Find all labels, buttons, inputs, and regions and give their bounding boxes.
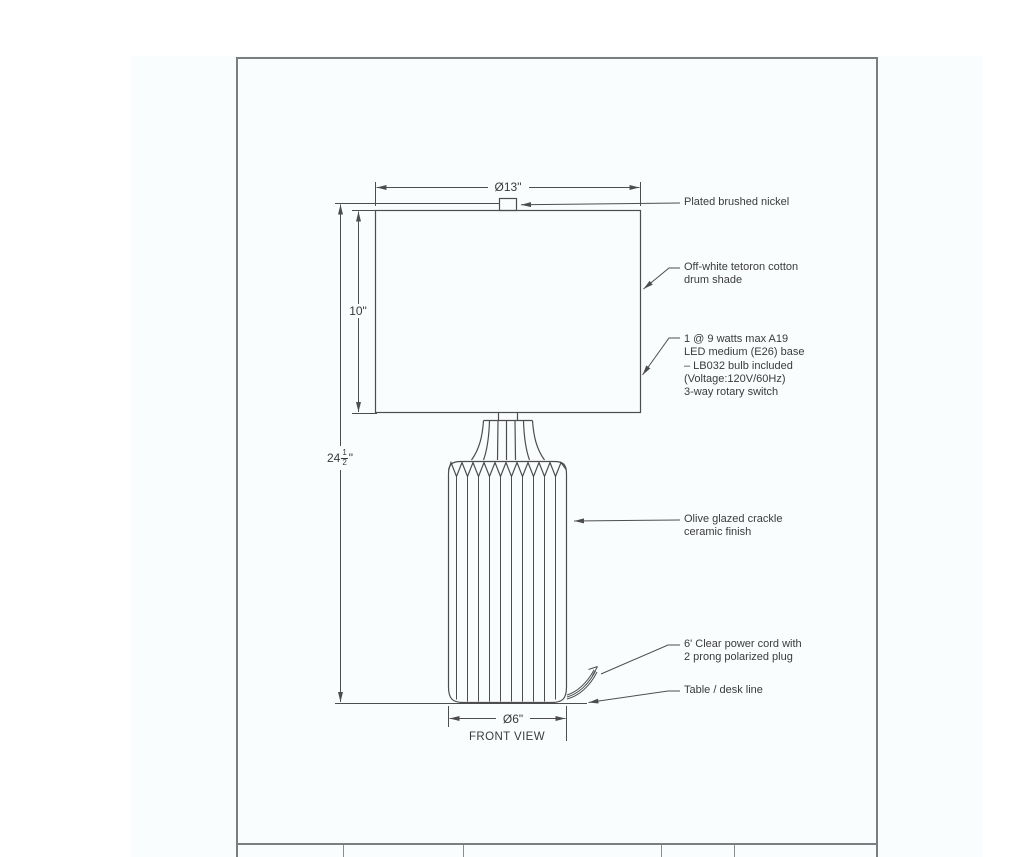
view-label: FRONT VIEW bbox=[469, 731, 545, 743]
overall-height-label bbox=[327, 449, 353, 467]
annotation-cord: 6' Clear power cord with 2 prong polarized plug bbox=[684, 638, 802, 664]
leader-bulb bbox=[643, 338, 681, 375]
annotation-table-line: Table / desk line bbox=[684, 684, 763, 696]
shade-diameter-label: Ø13" bbox=[494, 180, 522, 194]
base-diameter-label: Ø6" bbox=[502, 712, 524, 726]
leader-table-line bbox=[589, 691, 681, 703]
shade-height-label: 10" bbox=[349, 304, 367, 318]
leader-shade bbox=[644, 268, 681, 289]
annotation-finial bbox=[684, 196, 789, 209]
annotation-finial-text: Plated brushed nickel bbox=[684, 196, 790, 208]
fraction-denominator: 2 bbox=[342, 458, 347, 467]
overall-height-fraction bbox=[341, 449, 347, 467]
lamp-shade-outline bbox=[376, 211, 641, 413]
annotation-shade: Off-white tetoron cotton drum shade bbox=[684, 261, 799, 287]
overall-height-unit: " bbox=[348, 451, 354, 465]
power-cord bbox=[567, 667, 598, 700]
annotation-bulb: 1 @ 9 watts max A19 LED medium (E26) base – LB032 bulb included (Voltage:120V/60Hz) 3-way rotary switch bbox=[684, 333, 805, 399]
finial bbox=[500, 199, 517, 211]
body-zigzag-band bbox=[449, 463, 567, 477]
body-ribs bbox=[457, 477, 556, 702]
dimension-overall-height bbox=[335, 204, 499, 703]
fraction-numerator: 1 bbox=[342, 448, 347, 457]
overall-height-whole: 24 bbox=[326, 451, 341, 465]
leader-finial bbox=[521, 203, 680, 205]
neck-stem bbox=[499, 413, 518, 421]
lamp-neck bbox=[472, 421, 545, 461]
leader-cord bbox=[601, 645, 680, 674]
leader-body-finish bbox=[574, 520, 680, 521]
lamp-body-outline bbox=[449, 462, 567, 703]
annotation-body-finish: Olive glazed crackle ceramic finish bbox=[684, 513, 783, 539]
